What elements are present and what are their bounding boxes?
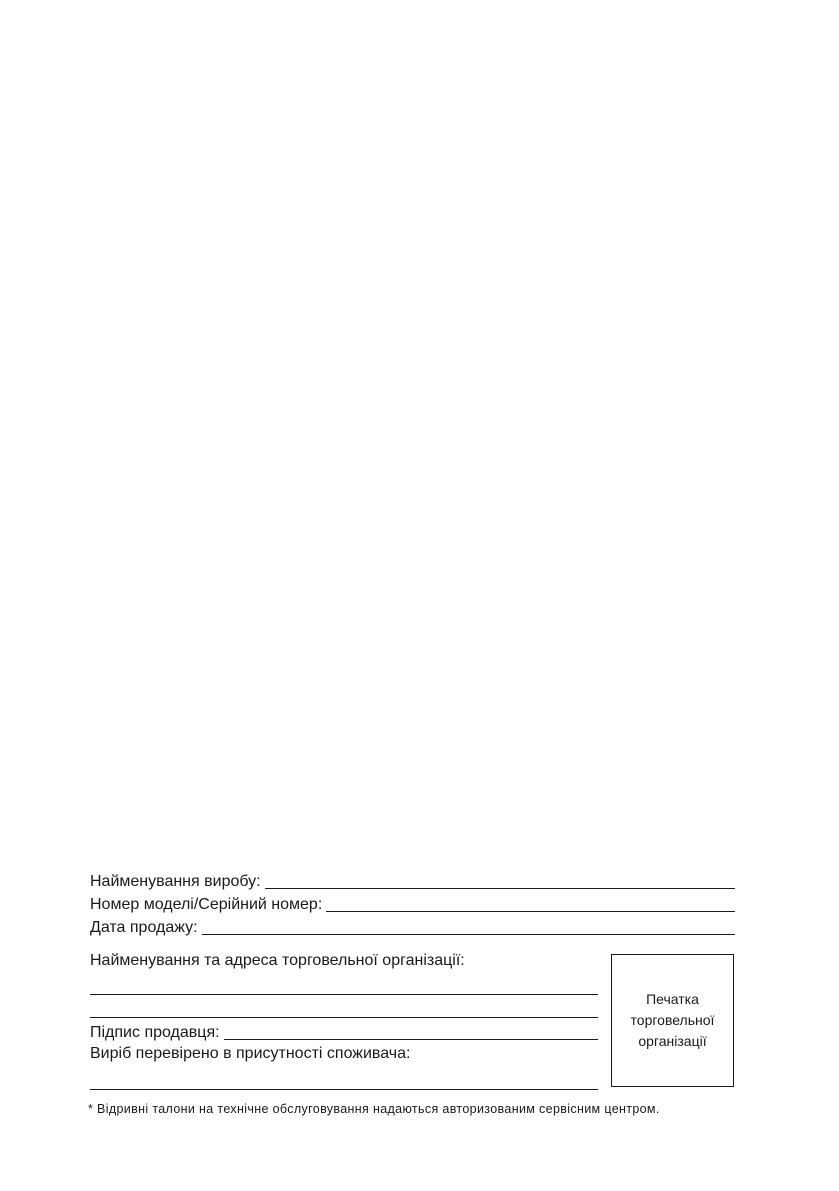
product-name-field[interactable] [265,870,735,889]
store-name-address-field-2[interactable] [90,995,598,1018]
sale-date-row [90,914,735,937]
seller-signature-row [90,1018,598,1042]
product-info-form [90,868,735,937]
stamp-text-line-1: Печатка [646,991,699,1007]
checked-in-presence-field[interactable] [90,1065,598,1090]
sale-date-label: Дата продажу: [90,919,198,936]
model-serial-field[interactable] [326,893,735,912]
stamp-text-line-2: торговельної [630,1012,715,1028]
model-serial-label: Номер моделі/Серійний номер: [90,896,323,913]
store-name-address-field-1[interactable] [90,972,598,995]
checked-in-presence-label: Виріб перевірено в присутності споживача: [90,1045,411,1062]
store-name-address-label: Найменування та адреса торговельної організації: [90,952,465,969]
stamp-text-line-3: організації [638,1033,707,1049]
seller-signature-label: Підпис продавця: [90,1024,220,1041]
footnote: * Відривні талони на технічне обслуговування надаються авторизованим сервісним центром. [88,1102,660,1116]
store-stamp-box [611,954,734,1087]
product-name-label: Найменування виробу: [90,873,261,890]
product-name-row [90,868,735,891]
model-serial-row [90,891,735,914]
store-info-block [90,952,598,1090]
seller-signature-field[interactable] [224,1021,598,1040]
sale-date-field[interactable] [202,916,735,935]
